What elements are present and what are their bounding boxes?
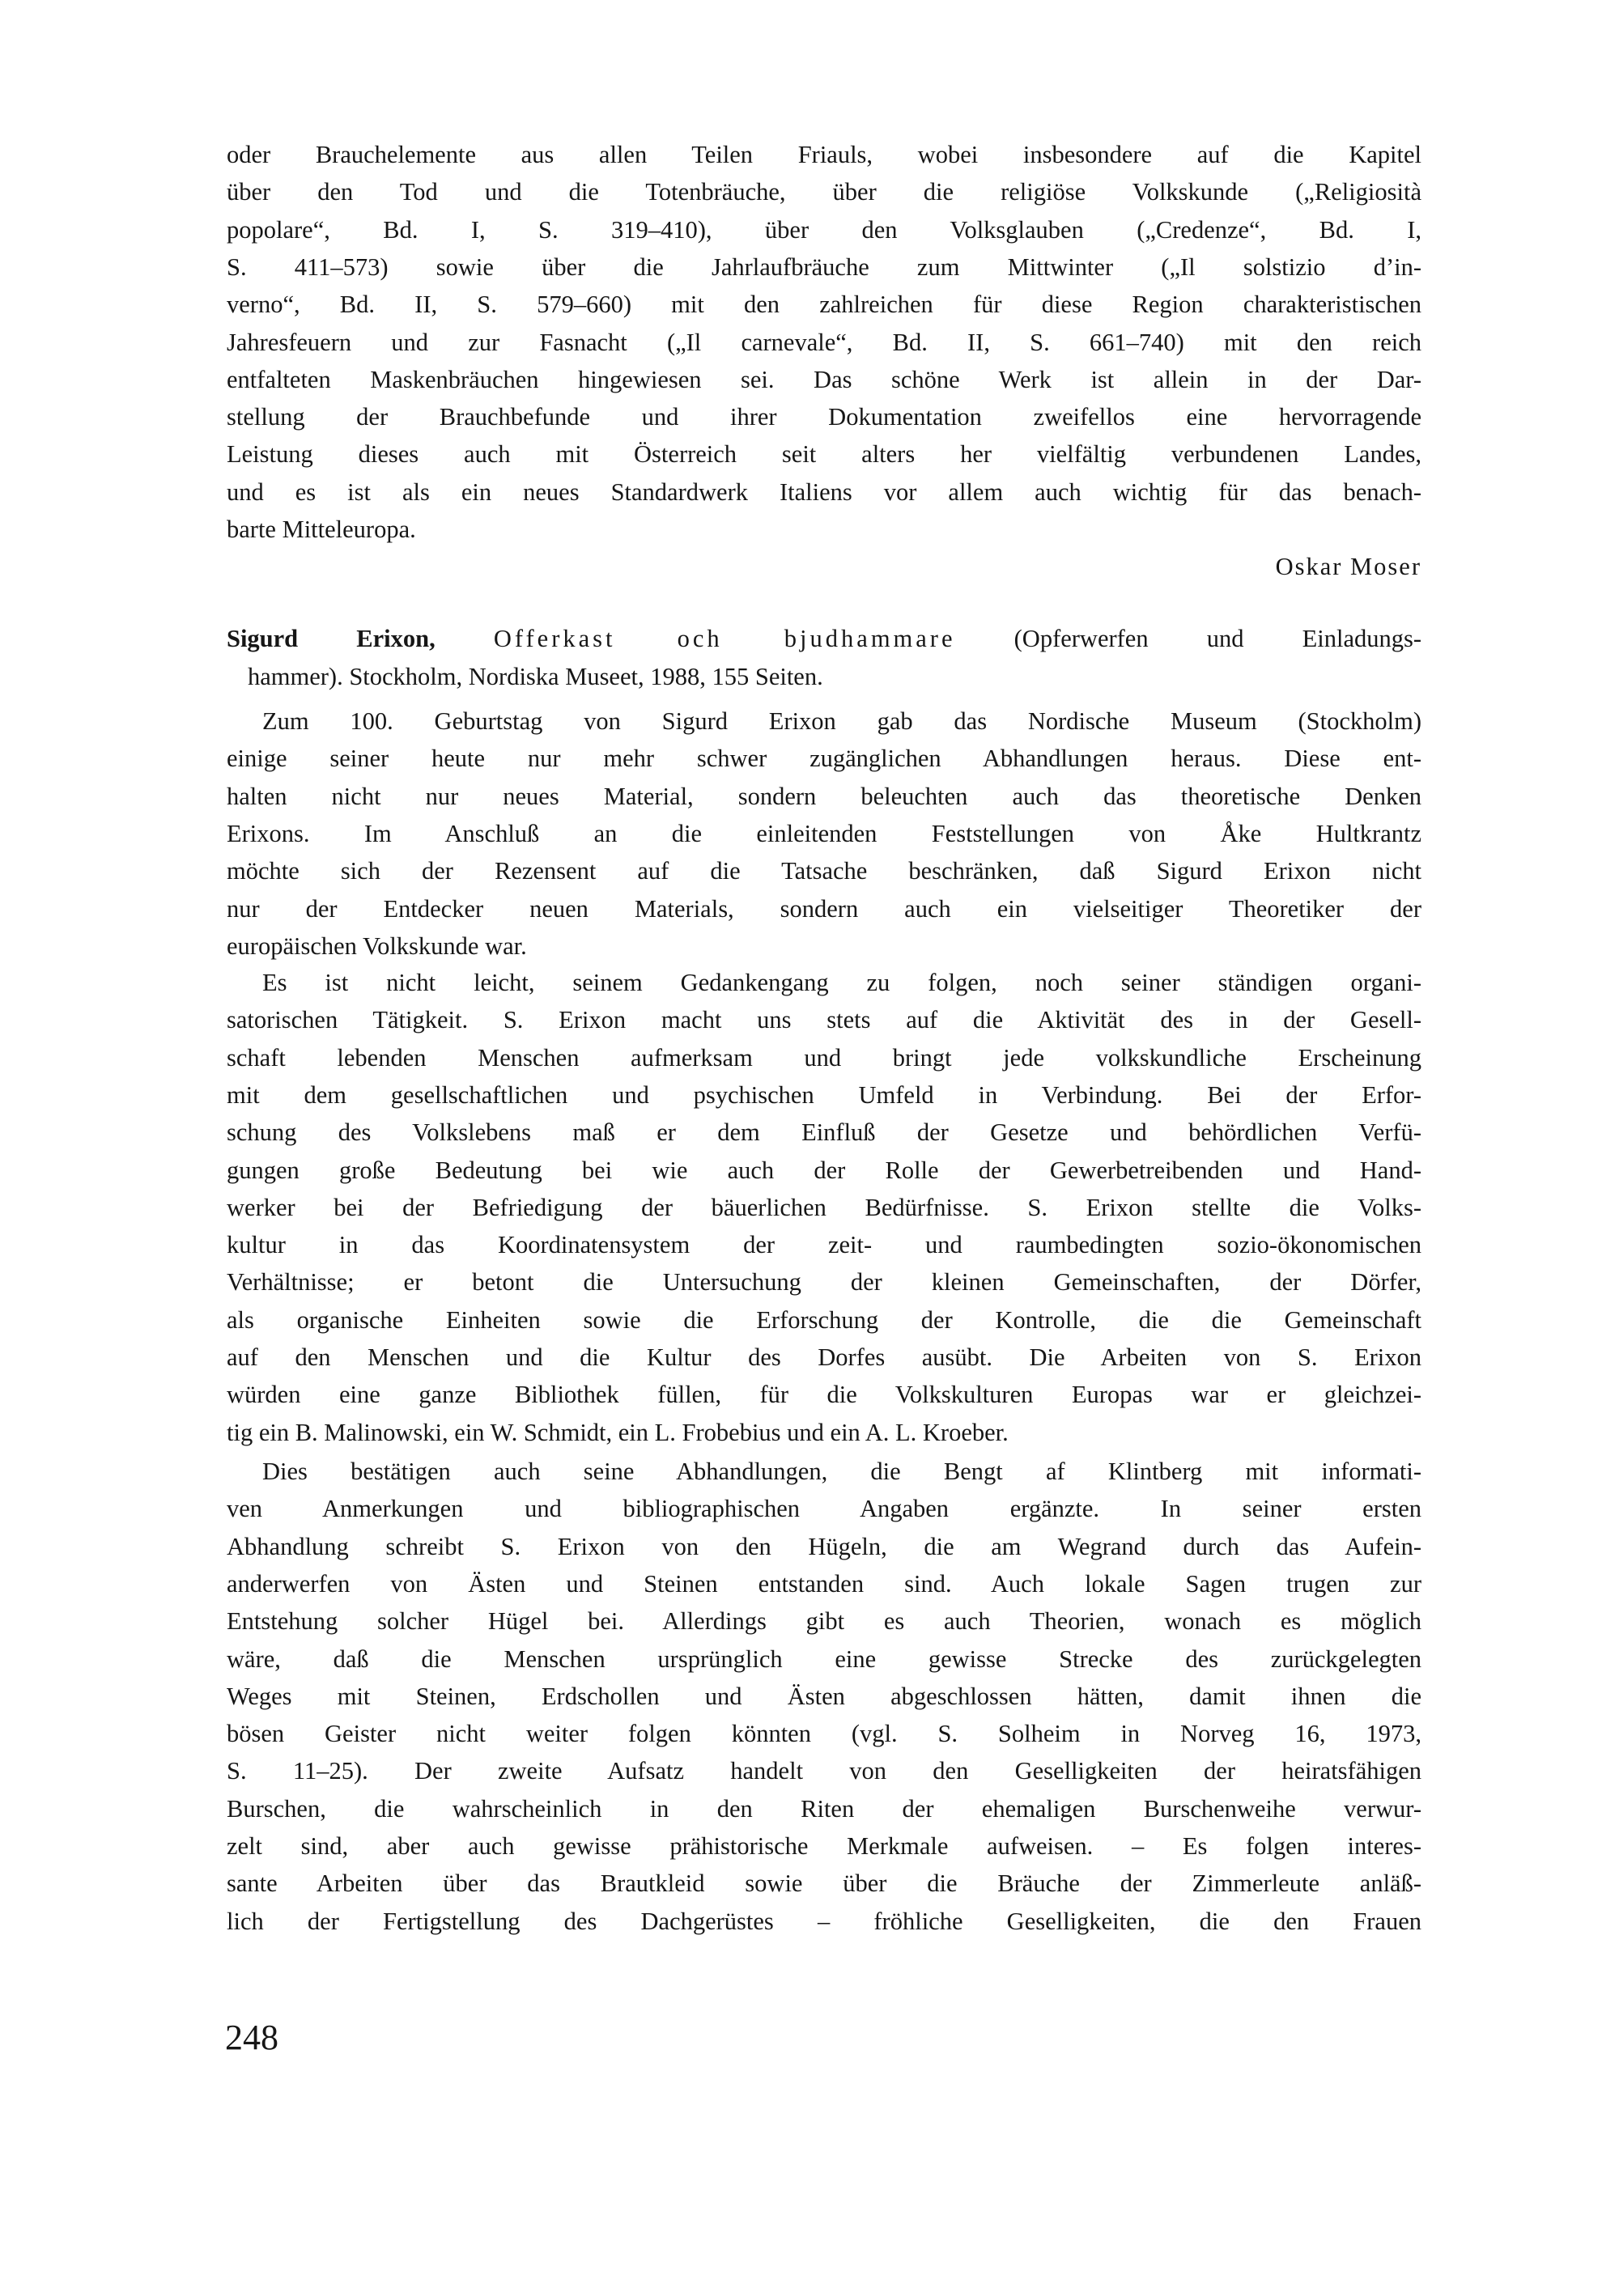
- text-line: über den Tod und die Totenbräuche, über die religiöse Volkskunde („Religiosità: [227, 178, 1421, 206]
- paragraph-2-line: würden eine ganze Bibliothek füllen, für die Volkskulturen Europas war er gleichzei-: [227, 1381, 1421, 1409]
- paragraph-2-line: werker bei der Befriedigung der bäuerlichen Bedürfnisse. S. Erixon stellte die Volks-: [227, 1193, 1421, 1221]
- paragraph-3-line: ven Anmerkungen und bibliographischen Angaben ergänzte. In seiner ersten: [227, 1495, 1421, 1523]
- paragraph-1-line: einige seiner heute nur mehr schwer zugänglichen Abhandlungen heraus. Diese ent-: [227, 745, 1421, 773]
- paragraph-2-line: satorischen Tätigkeit. S. Erixon macht uns stets auf die Aktivität des in der Gesell-: [227, 1006, 1421, 1034]
- text-line: oder Brauchelemente aus allen Teilen Friauls, wobei insbesondere auf die Kapitel: [227, 141, 1421, 168]
- paragraph-2-line: schung des Volkslebens maß er dem Einfluß der Gesetze und behördlichen Verfü-: [227, 1118, 1421, 1147]
- text-line: entfalteten Maskenbräuchen hingewiesen sei. Das schöne Werk ist allein in der Dar-: [227, 365, 1421, 393]
- text-line: popolare“, Bd. I, S. 319–410), über den Volksglauben („Credenze“, Bd. I,: [227, 215, 1421, 244]
- paragraph-1-line: Zum 100. Geburtstag von Sigurd Erixon gab das Nordische Museum (Stockholm): [262, 707, 1421, 735]
- paragraph-3-line: sante Arbeiten über das Brautkleid sowie über die Bräuche der Zimmerleute anläß-: [227, 1869, 1421, 1898]
- page-number: 248: [225, 2018, 278, 2057]
- paragraph-2-line: Es ist nicht leicht, seinem Gedankengang zu folgen, noch seiner ständigen organi-: [262, 969, 1421, 996]
- paragraph-2-line: Verhältnisse; er betont die Untersuchung der kleinen Gemeinschaften, der Dörfer,: [227, 1268, 1421, 1297]
- paragraph-3-line: anderwerfen von Ästen und Steinen entstanden sind. Auch lokale Sagen trugen zur: [227, 1569, 1421, 1598]
- paragraph-3-line: S. 11–25). Der zweite Aufsatz handelt von den Geselligkeiten der heiratsfähigen: [227, 1757, 1421, 1785]
- paragraph-3-line: Burschen, die wahrscheinlich in den Riten der ehemaligen Burschenweihe verwur-: [227, 1794, 1421, 1823]
- paragraph-1-line: halten nicht nur neues Material, sondern beleuchten auch das theoretische Denken: [227, 782, 1421, 810]
- paragraph-2-line: gungen große Bedeutung bei wie auch der Rolle der Gewerbetreibenden und Hand-: [227, 1156, 1421, 1184]
- paragraph-3-line: wäre, daß die Menschen ursprünglich eine gewisse Strecke des zurückgelegten: [227, 1645, 1421, 1673]
- review-citation-line-1: [227, 620, 1421, 657]
- paragraph-1-line: nur der Entdecker neuen Materials, sondern auch ein vielseitiger Theoretiker der: [227, 894, 1421, 923]
- text-line: Leistung dieses auch mit Österreich seit alters her vielfältig verbundenen Landes,: [227, 440, 1421, 469]
- text-line: Jahresfeuern und zur Fasnacht („Il carnevale“, Bd. II, S. 661–740) mit den reich: [227, 328, 1421, 356]
- paragraph-3-line: lich der Fertigstellung des Dachgerüstes – fröhliche Geselligkeiten, die den Frauen: [227, 1907, 1421, 1935]
- paragraph-3-line: bösen Geister nicht weiter folgen könnten (vgl. S. Solheim in Norveg 16, 1973,: [227, 1720, 1421, 1748]
- paragraph-2-line: tig ein B. Malinowski, ein W. Schmidt, ein L. Frobebius und ein A. L. Kroeber.: [227, 1418, 1009, 1446]
- text-line: stellung der Brauchbefunde und ihrer Dokumentation zweifellos eine hervorragende: [227, 403, 1421, 431]
- reviewed-author: Sigurd Erixon,: [227, 625, 436, 652]
- paragraph-2-line: mit dem gesellschaftlichen und psychischen Umfeld in Verbindung. Bei der Erfor-: [227, 1080, 1421, 1109]
- reviewer-signature: Oskar Moser: [1275, 553, 1421, 581]
- paragraph-3-line: Dies bestätigen auch seine Abhandlungen, die Bengt af Klintberg mit informati-: [262, 1458, 1421, 1485]
- paragraph-1-line: Erixons. Im Anschluß an die einleitenden Feststellungen von Åke Hultkrantz: [227, 819, 1421, 847]
- paragraph-3-line: zelt sind, aber auch gewisse prähistorische Merkmale aufweisen. – Es folgen interes-: [227, 1832, 1421, 1860]
- reviewed-title: Offerkast och bjudhammare: [493, 625, 956, 652]
- paragraph-3-line: Entstehung solcher Hügel bei. Allerdings gibt es auch Theorien, wonach es möglich: [227, 1607, 1421, 1636]
- paragraph-2-line: auf den Menschen und die Kultur des Dorfes ausübt. Die Arbeiten von S. Erixon: [227, 1343, 1421, 1371]
- text-line: und es ist als ein neues Standardwerk Italiens vor allem auch wichtig für das benach-: [227, 477, 1421, 506]
- paragraph-1-line: europäischen Volkskunde war.: [227, 932, 527, 960]
- text-line: verno“, Bd. II, S. 579–660) mit den zahlreichen für diese Region charakteristischen: [227, 291, 1421, 319]
- paragraph-2-line: als organische Einheiten sowie die Erforschung der Kontrolle, die die Gemeinschaft: [227, 1305, 1421, 1334]
- review-citation-line-2: hammer). Stockholm, Nordiska Museet, 1988, 155 Seiten.: [248, 663, 823, 690]
- paragraph-1-line: möchte sich der Rezensent auf die Tatsache beschränken, daß Sigurd Erixon nicht: [227, 857, 1421, 885]
- paragraph-2-line: schaft lebenden Menschen aufmerksam und bringt jede volkskundliche Erscheinung: [227, 1043, 1421, 1072]
- reviewed-title-translation: (Opferwerfen und Einladungs-: [1013, 625, 1421, 652]
- text-line: barte Mitteleuropa.: [227, 516, 416, 543]
- paragraph-3-line: Weges mit Steinen, Erdschollen und Ästen abgeschlossen hätten, damit ihnen die: [227, 1682, 1421, 1710]
- paragraph-2-line: kultur in das Koordinatensystem der zeit- und raumbedingten sozio-ökonomischen: [227, 1231, 1421, 1259]
- paragraph-3-line: Abhandlung schreibt S. Erixon von den Hügeln, die am Wegrand durch das Aufein-: [227, 1532, 1421, 1560]
- text-line: S. 411–573) sowie über die Jahrlaufbräuche zum Mittwinter („Il solstizio d’in-: [227, 253, 1421, 281]
